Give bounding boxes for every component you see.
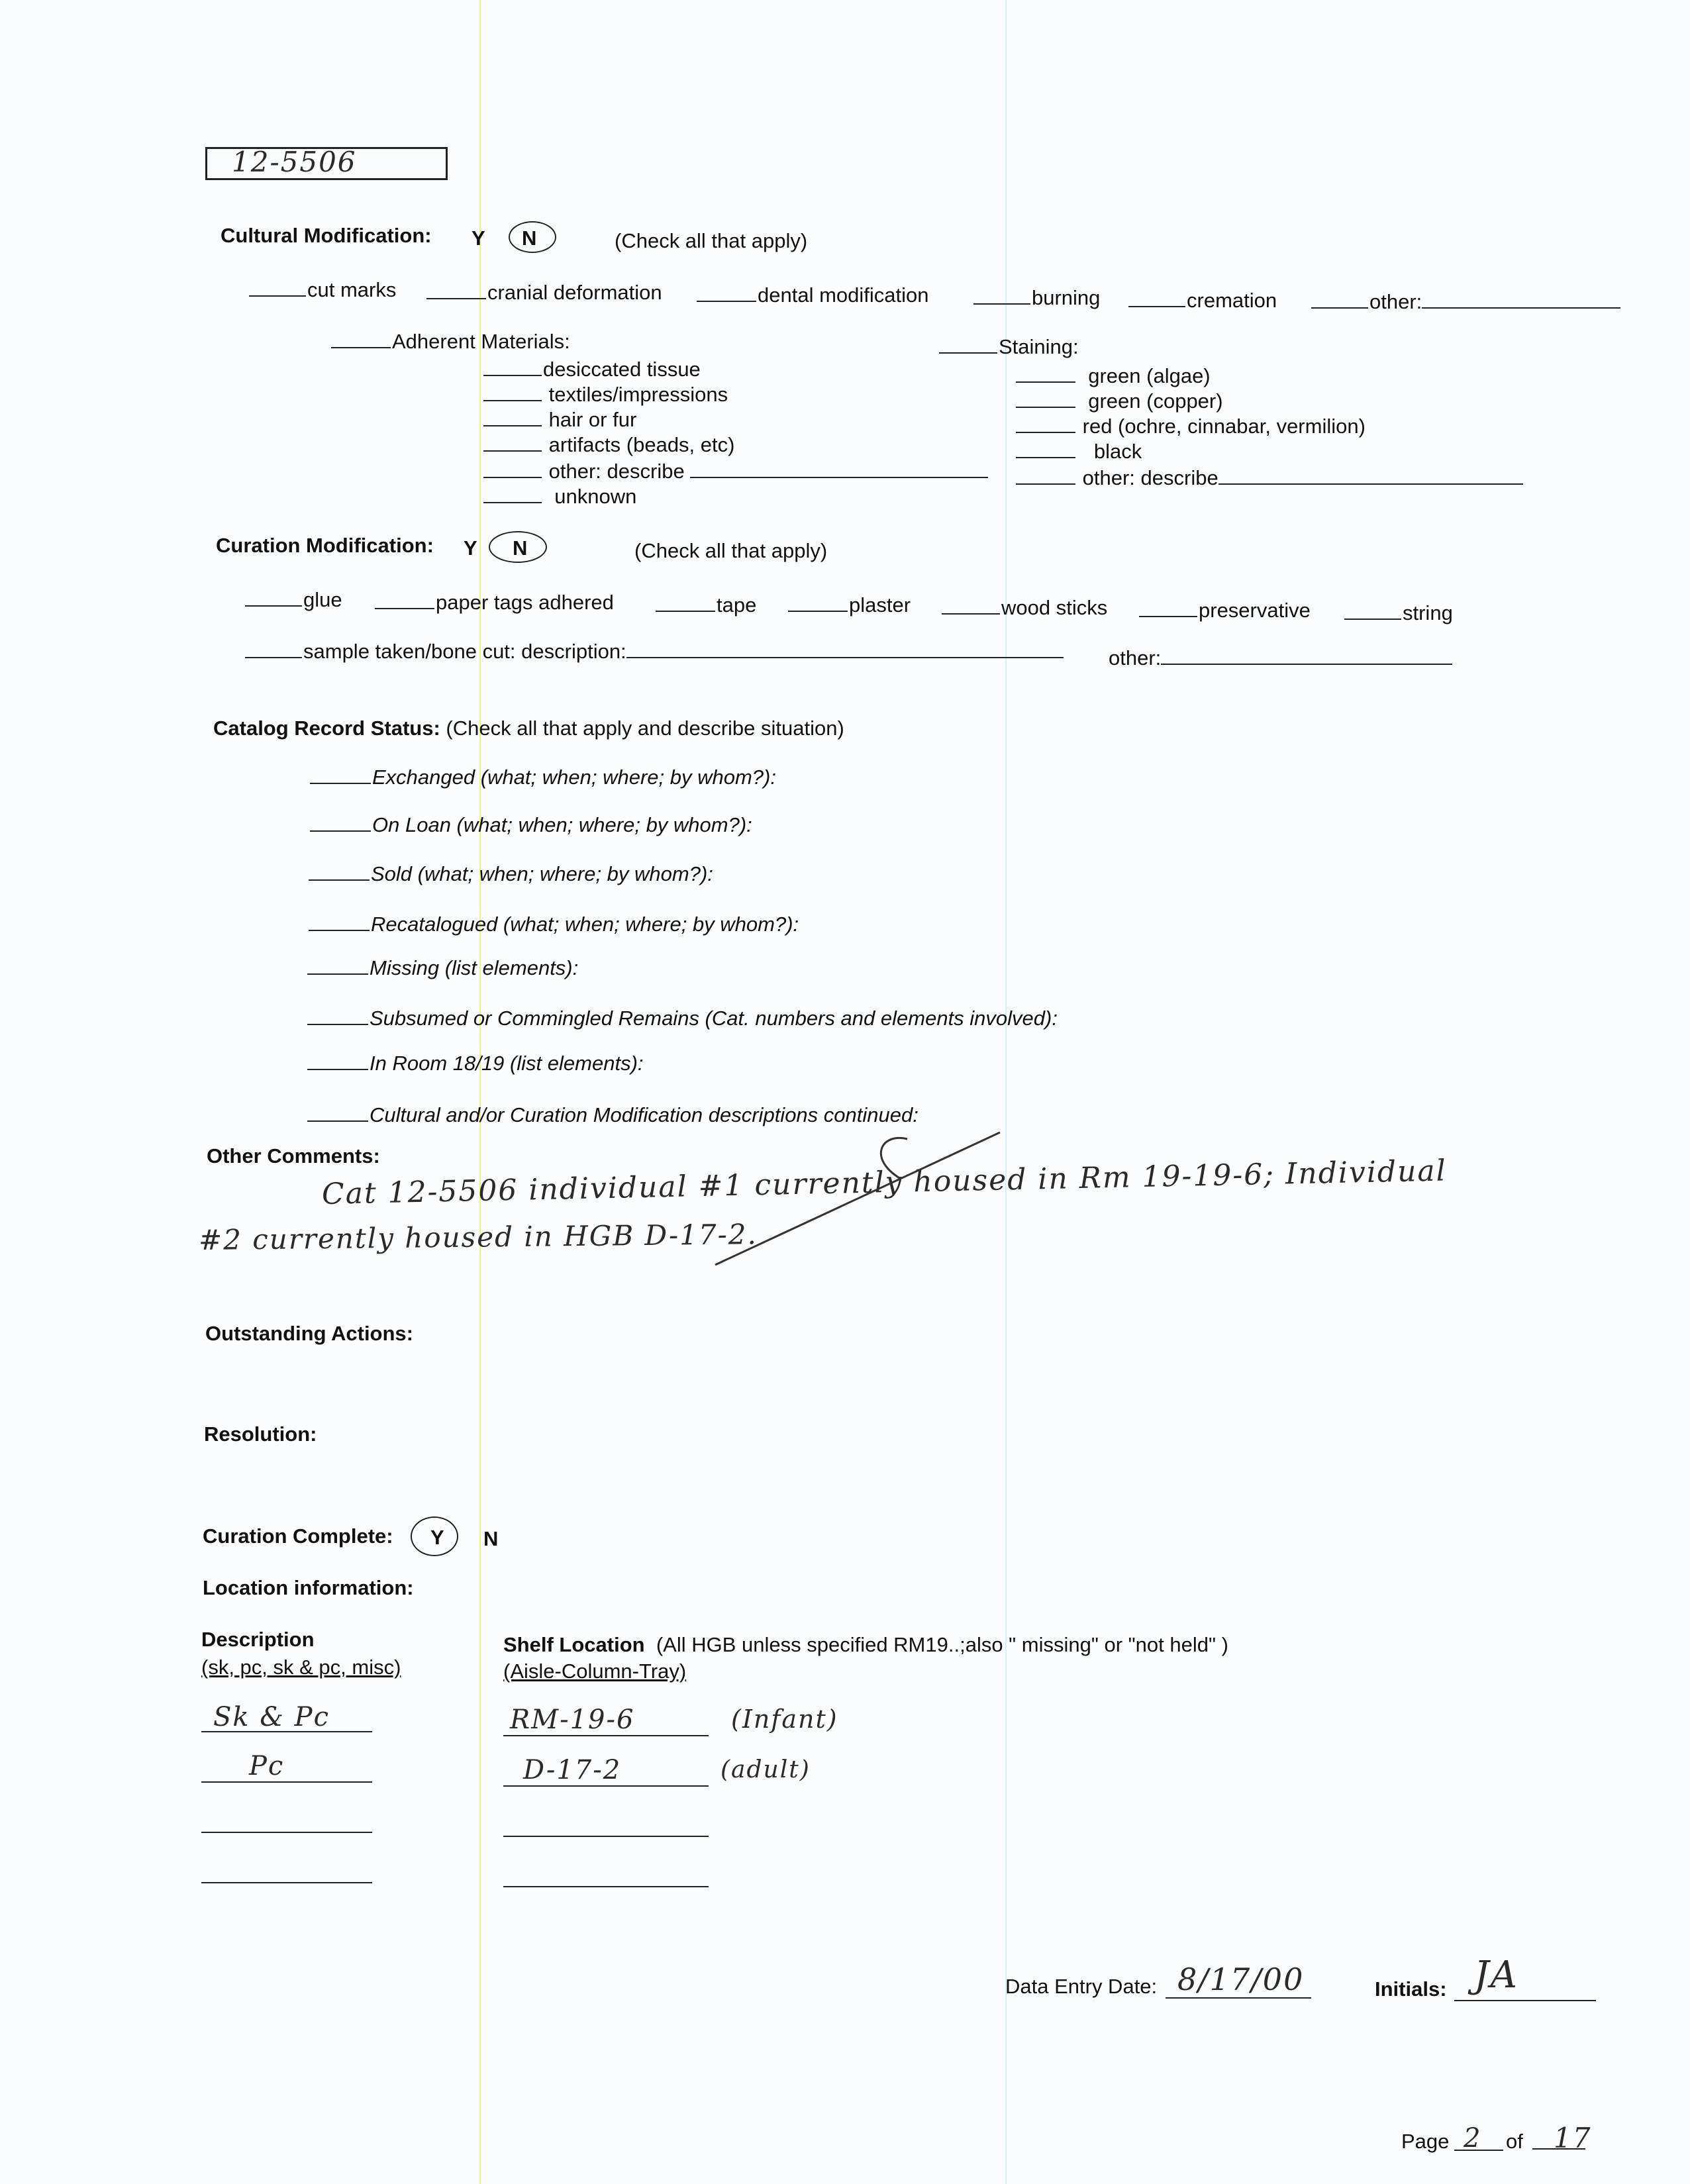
staining-label[interactable]: Staining: [939,335,1079,359]
location-row-desc: Sk & Pc [213,1702,330,1732]
shelf-line[interactable] [503,1785,709,1787]
curation-modification-label: Curation Modification: [216,534,434,557]
shelf-location-subheader: (Aisle-Column-Tray) [503,1660,687,1683]
desc-line[interactable] [201,1832,372,1833]
status-in-room[interactable]: In Room 18/19 (list elements): [307,1052,644,1075]
staining-item[interactable]: green (copper) [1016,389,1223,413]
curation-item-paper-tags[interactable]: paper tags adhered [375,591,614,615]
cultural-item-cranial-deformation[interactable]: cranial deformation [426,281,662,305]
initials-signature: JA [1474,1954,1518,1997]
status-descriptions-continued[interactable]: Cultural and/or Curation Modification descriptions continued: [307,1103,919,1127]
location-row-shelf: D-17-2 [523,1755,622,1785]
catalog-status-header: Catalog Record Status: (Check all that apply and describe situation) [213,717,844,740]
adherent-item[interactable]: other: describe [483,460,989,483]
adherent-materials-label[interactable]: Adherent Materials: [331,330,570,354]
adherent-item[interactable]: textiles/impressions [483,383,728,407]
page-number: 2 [1464,2123,1482,2154]
location-info-label: Location information: [203,1576,414,1599]
curation-no-circle [489,531,547,563]
strikethrough-mark [709,1119,1013,1278]
staining-item[interactable]: other: describe [1016,466,1524,490]
cultural-item-cremation[interactable]: cremation [1128,289,1277,313]
initials-label: Initials: [1375,1977,1447,2001]
page-total: 17 [1554,2122,1592,2154]
cultural-yes[interactable]: Y [472,226,485,250]
adherent-item[interactable]: artifacts (beads, etc) [483,433,734,457]
comments-line-2: #2 currently housed in HGB D-17-2. [198,1218,758,1256]
curation-item-tape[interactable]: tape [656,593,756,617]
curation-complete-label: Curation Complete: [203,1524,393,1548]
resolution-label: Resolution: [204,1422,317,1446]
page-number-line [1454,2150,1503,2151]
curation-no[interactable]: N [513,536,528,560]
curation-complete-yes-circle [411,1516,458,1556]
desc-line[interactable] [201,1781,372,1783]
shelf-line[interactable] [503,1836,709,1837]
data-entry-date-value: 8/17/00 [1177,1961,1305,1997]
sample-taken-field[interactable]: sample taken/bone cut: description: [245,640,1065,664]
status-exchanged[interactable]: Exchanged (what; when; where; by whom?): [310,766,776,789]
cultural-item-dental-modification[interactable]: dental modification [697,283,929,307]
desc-line[interactable] [201,1731,372,1732]
status-missing[interactable]: Missing (list elements): [307,956,578,980]
curation-other-field[interactable]: other: [1109,646,1454,670]
curation-note: (Check all that apply) [634,539,828,562]
curation-item-plaster[interactable]: plaster [788,593,911,617]
cultural-no-circle [509,221,556,253]
location-row-note: (adult) [721,1756,811,1783]
catalog-number: 12-5506 [232,146,357,178]
scan-line-yellow [479,0,481,2184]
location-row-shelf: RM-19-6 [510,1705,635,1735]
shelf-line[interactable] [503,1735,709,1736]
curation-yes[interactable]: Y [464,536,477,560]
page-total-line [1532,2148,1585,2150]
status-sold[interactable]: Sold (what; when; where; by whom?): [309,862,713,886]
curation-item-preservative[interactable]: preservative [1139,599,1311,622]
description-header: Description [201,1628,315,1651]
cultural-item-cut-marks[interactable]: cut marks [249,278,396,302]
staining-item[interactable]: green (algae) [1016,364,1211,388]
other-comments-label: Other Comments: [207,1144,380,1167]
outstanding-actions-label: Outstanding Actions: [205,1322,413,1345]
curation-complete-no[interactable]: N [483,1527,499,1550]
data-entry-date-line[interactable] [1166,1997,1311,1999]
of-label: of [1506,2130,1523,2153]
staining-item[interactable]: black [1016,440,1142,464]
status-on-loan[interactable]: On Loan (what; when; where; by whom?): [310,813,752,837]
cultural-note: (Check all that apply) [615,229,808,252]
scan-line-blue [1005,0,1007,2184]
page-label: Page [1401,2130,1450,2153]
curation-item-glue[interactable]: glue [245,588,342,612]
initials-line[interactable] [1454,2000,1596,2001]
comments-line-1: Cat 12-5506 individual #1 currently housed in Rm 19-19-6; Individual [321,1154,1448,1211]
description-subheader: (sk, pc, sk & pc, misc) [201,1656,401,1679]
shelf-location-header: Shelf Location (All HGB unless specified RM19..;also " missing" or "not held" ) [503,1633,1228,1656]
status-subsumed[interactable]: Subsumed or Commingled Remains (Cat. numbers and elements involved): [307,1007,1058,1030]
data-entry-date-label: Data Entry Date: [1005,1975,1158,1998]
cultural-item-burning[interactable]: burning [973,286,1100,310]
cultural-item-other[interactable]: other: [1311,290,1622,314]
cultural-no[interactable]: N [522,226,537,250]
status-recatalogued[interactable]: Recatalogued (what; when; where; by whom?): [309,913,799,936]
curation-complete-yes[interactable]: Y [430,1526,444,1549]
location-row-desc: Pc [249,1751,285,1781]
adherent-item[interactable]: unknown [483,485,636,509]
location-row-note: (Infant) [731,1705,838,1734]
curation-item-string[interactable]: string [1344,601,1453,625]
cultural-modification-label: Cultural Modification: [221,224,432,247]
shelf-line[interactable] [503,1886,709,1887]
staining-item[interactable]: red (ochre, cinnabar, vermilion) [1016,415,1366,438]
adherent-item[interactable]: desiccated tissue [483,358,701,381]
desc-line[interactable] [201,1882,372,1883]
curation-item-wood-sticks[interactable]: wood sticks [942,596,1107,620]
adherent-item[interactable]: hair or fur [483,408,636,432]
